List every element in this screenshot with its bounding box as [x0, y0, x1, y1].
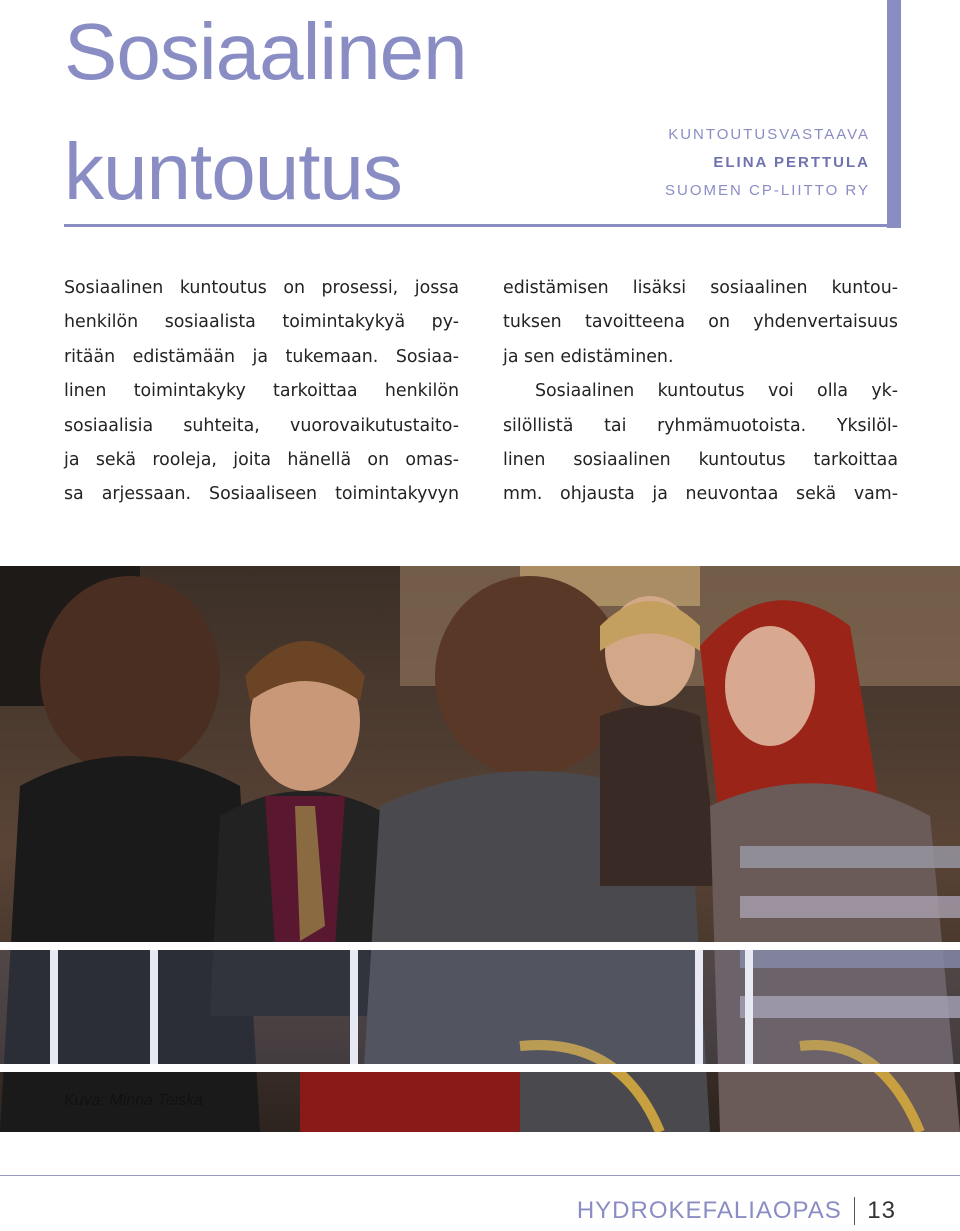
byline-org: SUOMEN CP-LIITTO RY	[665, 182, 870, 199]
byline-name: ELINA PERTTULA	[713, 154, 870, 171]
col2-line: linen sosiaalinen kuntoutus tarkoittaa	[503, 450, 898, 471]
col1-line: henkilön sosiaalista toimintakykyä py-	[64, 312, 459, 333]
photo-caption: Kuva: Minna Teiska	[64, 1092, 204, 1109]
col1-line: ritään edistämään ja tukemaan. Sosiaa-	[64, 346, 459, 367]
byline-role: KUNTOUTUSVASTAAVA	[668, 126, 870, 143]
group-photo	[0, 566, 960, 1132]
col1-line: sa arjessaan. Sosiaaliseen toimintakyvyn	[64, 484, 459, 505]
footer-separator	[854, 1197, 856, 1225]
footer-divider	[0, 1175, 960, 1176]
col1-line: Sosiaalinen kuntoutus on prosessi, jossa	[64, 278, 459, 298]
publication-name: HYDROKEFALIAOPAS	[576, 1197, 842, 1224]
page-number: 13	[867, 1197, 896, 1224]
col1-line: ja sekä rooleja, joita hänellä on omas-	[64, 450, 459, 471]
col2-line: ja sen edistäminen.	[503, 346, 674, 367]
photo-illustration	[0, 566, 960, 1132]
col2-line: Sosiaalinen kuntoutus voi olla yk-	[535, 381, 898, 402]
title-line-1: Sosiaalinen	[64, 7, 467, 96]
col2-line: mm. ohjausta ja neuvontaa sekä vam-	[503, 484, 898, 505]
col2-line: tuksen tavoitteena on yhdenvertaisuus	[503, 312, 898, 333]
accent-vertical-bar	[887, 0, 901, 228]
col1-line: sosiaalisia suhteita, vuorovaikutustaito-	[64, 415, 459, 436]
page-footer	[577, 1197, 896, 1225]
title-line-2: kuntoutus	[64, 127, 402, 216]
header-divider	[64, 224, 901, 227]
col2-line: silöllistä tai ryhmämuotoista. Yksilöl-	[503, 415, 898, 436]
body-column-2	[503, 271, 898, 512]
col2-line: edistämisen lisäksi sosiaalinen kuntou-	[503, 278, 898, 298]
body-column-1	[64, 271, 459, 512]
byline	[665, 121, 870, 205]
col1-line: linen toimintakyky tarkoittaa henkilön	[64, 381, 459, 402]
article-title	[64, 0, 467, 232]
